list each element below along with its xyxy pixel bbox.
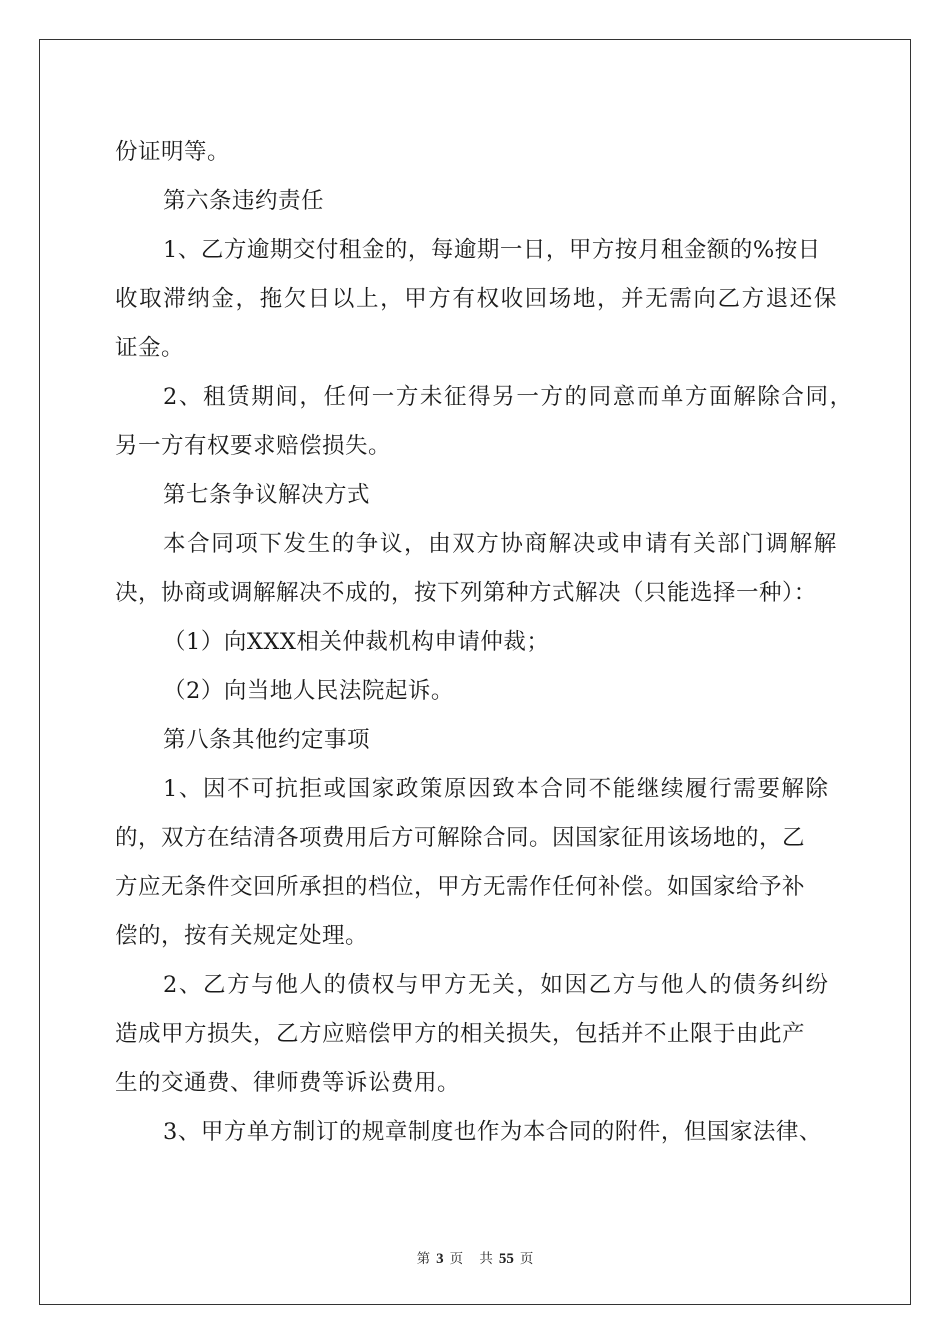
list-item: （2）向当地人民法院起诉。 [163, 678, 454, 704]
text-line: 另一方有权要求赔偿损失。 [115, 433, 392, 459]
text-line: 生的交通费、律师费等诉讼费用。 [115, 1070, 461, 1096]
text-line: 2、乙方与他人的债权与甲方无关，如因乙方与他人的债务纠纷 [163, 972, 830, 998]
text-line: 证金。 [115, 335, 185, 361]
text-line: 决，协商或调解解决不成的，按下列第种方式解决（只能选择一种）： [115, 580, 817, 606]
page-number: 3 [436, 1251, 444, 1267]
page-indicator [414, 1251, 467, 1267]
text-line: 造成甲方损失，乙方应赔偿甲方的相关损失，包括并不止限于由此产 [115, 1021, 806, 1047]
text-line: 份证明等。 [115, 139, 231, 165]
section-heading: 第六条违约责任 [163, 188, 325, 214]
page-prefix: 第 [416, 1251, 431, 1267]
text-line: 2、租赁期间，任何一方未征得另一方的同意而单方面解除合同， [163, 384, 854, 410]
section-heading: 第八条其他约定事项 [163, 727, 371, 753]
text-line: 1、因不可抗拒或国家政策原因致本合同不能继续履行需要解除 [163, 776, 830, 802]
text-line: 1、乙方逾期交付租金的，每逾期一日，甲方按月租金额的%按日 [163, 237, 821, 263]
text-line: 3、甲方单方制订的规章制度也作为本合同的附件，但国家法律、 [163, 1119, 822, 1145]
document-body [115, 128, 854, 1157]
page-suffix: 页 [449, 1251, 464, 1267]
page-footer [0, 1247, 950, 1268]
section-heading: 第七条争议解决方式 [163, 482, 371, 508]
text-line: 收取滞纳金，拖欠日以上，甲方有权收回场地，并无需向乙方退还保 [115, 286, 839, 312]
total-indicator [476, 1251, 536, 1267]
list-item: （1）向XXX相关仲裁机构申请仲裁； [163, 629, 550, 655]
text-line: 的，双方在结清各项费用后方可解除合同。因国家征用该场地的，乙 [115, 825, 806, 851]
total-suffix: 页 [519, 1251, 534, 1267]
text-line: 偿的，按有关规定处理。 [115, 923, 369, 949]
text-line: 方应无条件交回所承担的档位，甲方无需作任何补偿。如国家给予补 [115, 874, 806, 900]
total-pages: 55 [498, 1251, 514, 1267]
total-prefix: 共 [479, 1251, 493, 1267]
text-line: 本合同项下发生的争议，由双方协商解决或申请有关部门调解解 [163, 531, 838, 557]
